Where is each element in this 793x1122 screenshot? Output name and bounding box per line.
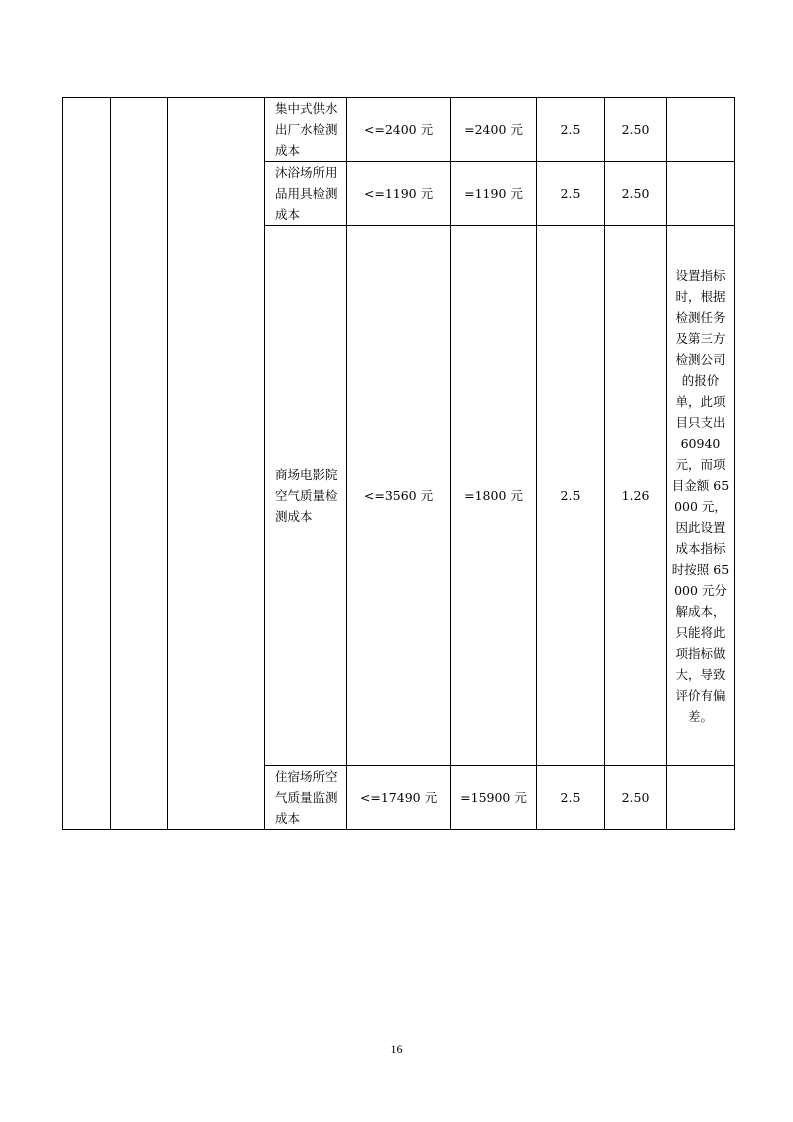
score-cell: 1.26 — [605, 226, 667, 766]
target-value-cell: <=2400 元 — [347, 98, 451, 162]
note-cell — [667, 162, 735, 226]
target-value-cell: <=1190 元 — [347, 162, 451, 226]
level1-indicator-cell — [63, 98, 111, 830]
target-value-cell: <=3560 元 — [347, 226, 451, 766]
indicator-name-cell: 集中式供水出厂水检测成本 — [265, 98, 347, 162]
score-cell: 2.50 — [605, 766, 667, 830]
actual-value-cell: =1800 元 — [451, 226, 537, 766]
indicator-name-cell: 商场电影院空气质量检测成本 — [265, 226, 347, 766]
score-cell: 2.50 — [605, 98, 667, 162]
weight-cell: 2.5 — [537, 766, 605, 830]
performance-indicator-table — [62, 97, 735, 830]
score-cell: 2.50 — [605, 162, 667, 226]
level3-indicator-cell — [168, 98, 265, 830]
page-number: 16 — [390, 1042, 403, 1056]
weight-cell: 2.5 — [537, 98, 605, 162]
level2-indicator-cell — [111, 98, 168, 830]
weight-cell: 2.5 — [537, 226, 605, 766]
weight-cell: 2.5 — [537, 162, 605, 226]
actual-value-cell: =2400 元 — [451, 98, 537, 162]
indicator-name-cell: 沐浴场所用品用具检测成本 — [265, 162, 347, 226]
table-row — [63, 98, 735, 162]
target-value-cell: <=17490 元 — [347, 766, 451, 830]
actual-value-cell: =1190 元 — [451, 162, 537, 226]
note-cell — [667, 98, 735, 162]
note-cell — [667, 766, 735, 830]
actual-value-cell: =15900 元 — [451, 766, 537, 830]
indicator-name-cell: 住宿场所空气质量监测成本 — [265, 766, 347, 830]
note-cell: 设置指标时，根据检测任务及第三方检测公司的报价单，此项目只支出 60940 元，而项目金额 65000 元，因此设置成本指标时按照 65000 元分解成本，只能将此项指标做大，导致评价有偏差。 — [667, 226, 735, 766]
